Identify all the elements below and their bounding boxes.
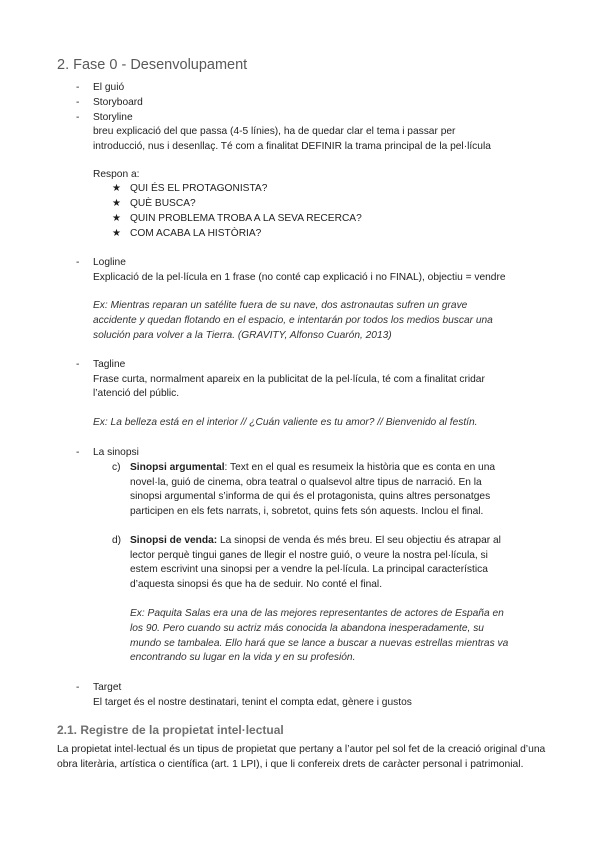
storyline-respon: Respon a: <box>93 169 140 180</box>
storyline-text: breu explicació del que passa (4-5 línies), ha de quedar clar el tema i passar per <box>93 126 456 137</box>
item-sinopsi-title: La sinopsi <box>93 447 139 458</box>
question-item: COM ACABA LA HISTÒRIA? <box>130 228 262 239</box>
sinopsi-venda-text: lector perquè tingui ganes de llegir el nostre guió, o veure la nostra pel·lícula, si <box>130 550 488 561</box>
sinopsi-example: Ex: Paquita Salas era una de las mejores representantes de actores de España en <box>130 608 504 619</box>
question-item: QUIN PROBLEMA TROBA A LA SEVA RECERCA? <box>130 213 362 224</box>
logline-text: Explicació de la pel·lícula en 1 frase (no conté cap explicació i no FINAL), objectiu = vendre <box>93 272 506 283</box>
bullet-dash: - <box>76 97 80 108</box>
item-target-title: Target <box>93 682 122 693</box>
list-label: d) <box>112 535 122 546</box>
sinopsi-example: encontrando su lugar en la vida y en su profesión. <box>130 652 356 663</box>
bullet-dash: - <box>76 359 80 370</box>
sinopsi-argumental-text: participen en els fets narrats, i, sobretot, quins fets són aquests. Inclou el final. <box>130 506 484 517</box>
sinopsi-argumental-term: Sinopsi argumental <box>130 462 225 473</box>
question-item: QUI ÉS EL PROTAGONISTA? <box>130 183 268 194</box>
sinopsi-venda-text: estem escrivint una sinopsi per a vendre la pel·lícula. La principal característica <box>130 564 488 575</box>
tagline-text: l’atenció del públic. <box>93 388 180 399</box>
item-logline-title: Logline <box>93 257 126 268</box>
sinopsi-example: los 90. Pero cuando su actriz más conocida la abandona inesperadamente, su <box>130 623 484 634</box>
item-guio: El guió <box>93 82 125 93</box>
list-label: c) <box>112 462 121 473</box>
question-item: QUÈ BUSCA? <box>130 198 196 209</box>
subsection-heading: 2.1. Registre de la propietat intel·lectual <box>57 723 284 737</box>
logline-example: Ex: Mientras reparan un satélite fuera de su nave, dos astronautas sufren un grave <box>93 300 468 311</box>
item-tagline-title: Tagline <box>93 359 126 370</box>
storyline-text: introducció, nus i desenllaç. Té com a finalitat DEFINIR la trama principal de la pel·lícula <box>93 141 491 152</box>
item-storyboard: Storyboard <box>93 97 143 108</box>
target-text: El target és el nostre destinatari, tenint el compta edat, gènere i gustos <box>93 697 412 708</box>
sinopsi-argumental-text: : Text en el qual es resumeix la història que es conta en una <box>224 462 496 473</box>
section-heading: 2. Fase 0 - Desenvolupament <box>57 57 248 73</box>
star-bullet-icon: ★ <box>112 198 121 209</box>
logline-example: solución para volver a la Tierra. (GRAVITY, Alfonso Cuarón, 2013) <box>93 330 392 341</box>
sinopsi-venda-text: d’aquesta sinopsi és que ha de seduir. No conté el final. <box>130 579 383 590</box>
sinopsi-argumental-text: novel·la, guió de cinema, obra teatral o qualsevol altre tipus de narració. En la <box>130 477 482 488</box>
bullet-dash: - <box>76 682 80 693</box>
sinopsi-venda-term: Sinopsi de venda: <box>130 535 218 546</box>
tagline-example: Ex: La belleza está en el interior // ¿Cuán valiente es tu amor? // Bienvenido al festín. <box>93 417 478 428</box>
bullet-dash: - <box>76 257 80 268</box>
tagline-text: Frase curta, normalment apareix en la publicitat de la pel·lícula, té com a finalitat cridar <box>93 374 485 385</box>
body-paragraph: La propietat intel·lectual és un tipus de propietat que pertany a l’autor pel sol fet de la creació original d’una obra literària, artística o científica (art. 1 LPI), i que li confereix drets de caràcter personal i patrimonial. <box>57 744 546 770</box>
item-storyline-title: Storyline <box>93 112 133 123</box>
star-bullet-icon: ★ <box>112 183 121 194</box>
sinopsi-example: mundo se tambalea. Ello hará que se lance a buscar a nuevas estrellas mientras va <box>130 638 509 649</box>
bullet-dash: - <box>76 447 80 458</box>
sinopsi-venda-line <box>130 533 501 548</box>
star-bullet-icon: ★ <box>112 228 121 239</box>
sinopsi-venda-text: La sinopsi de venda és més breu. El seu objectiu és atrapar al <box>217 535 501 546</box>
bullet-dash: - <box>76 82 80 93</box>
sinopsi-argumental-text: sinopsi argumental s’informa de qui és el protagonista, quins altres personatges <box>130 491 491 502</box>
bullet-dash: - <box>76 112 80 123</box>
sinopsi-argumental-line <box>130 460 495 475</box>
logline-example: accidente y quedan flotando en el espacio, e intentarán por todos los medios buscar una <box>93 315 493 326</box>
star-bullet-icon: ★ <box>112 213 121 224</box>
